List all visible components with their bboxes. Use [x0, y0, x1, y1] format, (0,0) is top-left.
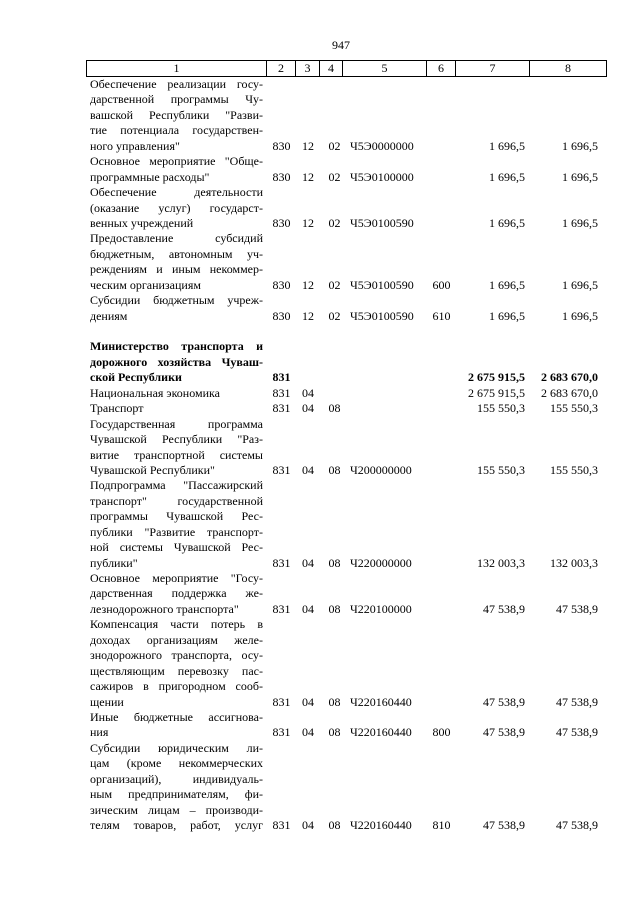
header-col-amount-1: 7	[456, 61, 530, 76]
subsection-cell: 08	[328, 401, 341, 416]
amount-2-cell: 155 550,3	[550, 462, 598, 477]
expense-type-cell	[427, 139, 456, 154]
item-name-cell	[86, 401, 267, 416]
item-name-line: вашской Республики "Разви-	[90, 107, 263, 122]
header-col-section: 3	[296, 61, 320, 76]
expense-type-cell: 810	[432, 818, 451, 832]
target-article-cell: Ч5Э0000000	[350, 138, 414, 153]
amount-2-cell: 2 683 670,0	[541, 385, 598, 400]
amount-1-cell: 1 696,5	[489, 138, 525, 153]
item-name-line: Чувашской Республики"	[90, 462, 215, 477]
header-col-subsection: 4	[320, 61, 343, 76]
subsection-cell: 02	[328, 215, 341, 230]
item-name-line: программные расходы"	[90, 169, 210, 184]
section-cell	[296, 370, 320, 385]
subsection-cell: 08	[328, 462, 341, 477]
item-name-line: сажиров в пригородном сооб-	[90, 679, 263, 694]
item-name-line: дарственной программы Чу-	[90, 92, 263, 107]
amount-2-cell: 155 550,3	[550, 401, 598, 416]
subsection-cell	[320, 370, 343, 385]
item-name-line: реждениям и иным некоммер-	[90, 262, 263, 277]
ministry-code-cell: 831	[272, 370, 291, 385]
item-name-cell	[86, 571, 267, 617]
amount-1-cell: 2 675 915,5	[468, 385, 525, 400]
section-cell: 04	[302, 401, 314, 416]
item-name-cell	[86, 185, 267, 231]
target-article-cell	[343, 370, 427, 385]
item-name-line: лезнодорожного транспорта"	[90, 601, 239, 616]
expense-type-cell	[427, 463, 456, 478]
item-name-line: Предоставление субсидий	[90, 231, 263, 246]
item-name-line: ния	[90, 725, 109, 740]
budget-table	[86, 60, 607, 833]
section-cell: 12	[302, 277, 314, 292]
table-row	[86, 154, 607, 185]
expense-type-cell	[427, 386, 456, 401]
amount-1-cell: 47 538,9	[483, 725, 525, 740]
target-article-cell	[343, 401, 427, 416]
item-name-line: Государственная программа	[90, 416, 263, 431]
item-name-line: Министерство транспорта и	[90, 339, 263, 354]
item-name-line: (оказание услуг) государст-	[90, 200, 263, 215]
expense-type-cell: 610	[432, 308, 451, 323]
item-name-cell	[86, 710, 267, 741]
item-name-line: знодорожного транспорта, осу-	[90, 648, 263, 663]
page-number: 947	[332, 38, 350, 52]
table-row	[86, 617, 607, 710]
amount-1-cell: 47 538,9	[483, 601, 525, 616]
item-name-line: Компенсация части потерь в	[90, 617, 263, 632]
item-name-cell	[86, 77, 267, 154]
item-name-line: Субсидии бюджетным учреж-	[90, 293, 263, 308]
item-name-cell	[86, 617, 267, 710]
ministry-code-cell: 831	[272, 694, 291, 709]
ministry-code-cell: 831	[272, 555, 291, 570]
subsection-cell: 08	[328, 601, 341, 616]
section-cell: 04	[302, 694, 314, 709]
table-row	[86, 293, 607, 324]
section-cell: 04	[302, 385, 314, 400]
item-name-line: транспорт" государственной	[90, 493, 263, 508]
item-name-line: ного управления"	[90, 138, 180, 153]
ministry-code-cell: 831	[272, 462, 291, 477]
amount-2-cell: 1 696,5	[562, 308, 598, 323]
expense-type-cell	[427, 216, 456, 231]
section-cell: 04	[302, 818, 314, 832]
amount-1-cell: 2 675 915,5	[468, 370, 525, 385]
item-name-line: Обеспечение реализации госу-	[90, 77, 263, 91]
amount-2-cell: 47 538,9	[556, 818, 598, 832]
target-article-cell: Ч220160440	[350, 818, 412, 832]
target-article-cell: Ч5Э0100590	[350, 215, 414, 230]
target-article-cell: Ч5Э0100590	[350, 308, 414, 323]
subsection-cell	[320, 386, 343, 401]
item-name-line: Транспорт	[90, 401, 144, 416]
item-name-line: витие транспортной системы	[90, 447, 263, 462]
item-name-cell	[86, 386, 267, 401]
target-article-cell	[343, 386, 427, 401]
item-name-line: публики "Развитие транспорт-	[90, 524, 263, 539]
amount-2-cell: 1 696,5	[562, 169, 598, 184]
header-col-target-article: 5	[343, 61, 427, 76]
section-cell: 04	[302, 601, 314, 616]
amount-2-cell: 1 696,5	[562, 138, 598, 153]
subsection-cell: 08	[328, 725, 341, 740]
subsection-cell: 02	[328, 138, 341, 153]
amount-1-cell: 47 538,9	[483, 694, 525, 709]
target-article-cell: Ч220160440	[350, 725, 412, 740]
target-article-cell: Ч5Э0100000	[350, 169, 414, 184]
item-name-line: Иные бюджетные ассигнова-	[90, 709, 263, 724]
ministry-code-cell: 830	[272, 138, 291, 153]
section-cell: 12	[302, 308, 314, 323]
expense-type-cell	[427, 370, 456, 385]
section-cell: 12	[302, 169, 314, 184]
amount-2-cell: 1 696,5	[562, 215, 598, 230]
item-name-line: публики"	[90, 555, 138, 570]
table-row	[86, 77, 607, 154]
expense-type-cell: 600	[432, 277, 451, 292]
expense-type-cell	[427, 401, 456, 416]
item-name-line: программы Чувашской Рес-	[90, 509, 263, 524]
item-name-line: Национальная экономика	[90, 385, 220, 400]
item-name-line: Обеспечение деятельности	[90, 185, 263, 200]
target-article-cell: Ч220100000	[350, 601, 412, 616]
section-cell: 04	[302, 555, 314, 570]
item-name-line: дарственная поддержка же-	[90, 586, 263, 601]
subsection-cell: 08	[328, 694, 341, 709]
header-col-ministry-code: 2	[267, 61, 296, 76]
target-article-cell: Ч220160440	[350, 694, 412, 709]
section-cell: 12	[302, 138, 314, 153]
item-name-line: бюджетным, автономным уч-	[90, 246, 263, 261]
item-name-cell	[86, 231, 267, 293]
item-name-line: ческим организациям	[90, 277, 201, 292]
item-name-line: Основное мероприятие "Госу-	[90, 571, 263, 585]
table-row	[86, 417, 607, 479]
section-cell: 12	[302, 215, 314, 230]
item-name-cell	[86, 293, 267, 324]
amount-1-cell: 1 696,5	[489, 169, 525, 184]
amount-2-cell: 2 683 670,0	[541, 370, 598, 385]
item-name-line: организаций), индивидуаль-	[90, 771, 263, 786]
item-name-line: Субсидии юридическим ли-	[90, 740, 263, 755]
target-article-cell: Ч220000000	[350, 555, 412, 570]
table-row	[86, 710, 607, 741]
item-name-cell	[86, 154, 267, 185]
amount-2-cell: 1 696,5	[562, 277, 598, 292]
table-row	[86, 571, 607, 617]
item-name-line: щении	[90, 694, 124, 709]
item-name-line: дениям	[90, 308, 128, 323]
ministry-code-cell: 830	[272, 215, 291, 230]
table-row	[86, 386, 607, 401]
expense-type-cell	[427, 170, 456, 185]
amount-1-cell: 1 696,5	[489, 308, 525, 323]
ministry-code-cell: 830	[272, 277, 291, 292]
ministry-code-cell: 831	[272, 401, 291, 416]
expense-type-cell	[427, 602, 456, 617]
expense-type-cell: 800	[432, 725, 451, 740]
amount-2-cell: 47 538,9	[556, 725, 598, 740]
table-body	[86, 77, 607, 833]
item-name-line: дорожного хозяйства Чуваш-	[90, 354, 263, 369]
item-name-line: Чувашской Республики "Раз-	[90, 432, 263, 447]
item-name-line: ным предпринимателям, фи-	[90, 787, 263, 802]
item-name-line: ществляющим перевозку пас-	[90, 663, 263, 678]
item-name-line: зическим лицам – производи-	[90, 802, 263, 817]
item-name-line: ной системы Чувашской Рес-	[90, 540, 263, 555]
item-name-cell	[86, 741, 267, 834]
table-row	[86, 185, 607, 231]
section-cell: 04	[302, 725, 314, 740]
item-name-line: ской Республики	[90, 370, 182, 385]
amount-2-cell: 47 538,9	[556, 694, 598, 709]
item-name-line: Основное мероприятие "Обще-	[90, 154, 263, 169]
ministry-code-cell: 830	[272, 169, 291, 184]
target-article-cell: Ч200000000	[350, 462, 412, 477]
item-name-line: тие потенциала государствен-	[90, 123, 263, 138]
item-name-line: телям товаров, работ, услуг	[90, 818, 263, 832]
table-row	[86, 478, 607, 571]
item-name-line: цам (кроме некоммерческих	[90, 756, 263, 771]
item-name-line: доходах организациям желе-	[90, 632, 263, 647]
amount-1-cell: 1 696,5	[489, 277, 525, 292]
table-row	[86, 741, 607, 834]
ministry-code-cell: 831	[272, 818, 291, 832]
item-name-line: Подпрограмма "Пассажирский	[90, 478, 263, 493]
ministry-code-cell: 831	[272, 725, 291, 740]
subsection-cell: 08	[328, 818, 341, 832]
ministry-code-cell: 831	[272, 601, 291, 616]
amount-2-cell: 132 003,3	[550, 555, 598, 570]
amount-1-cell: 1 696,5	[489, 215, 525, 230]
amount-1-cell: 155 550,3	[477, 401, 525, 416]
amount-1-cell: 132 003,3	[477, 555, 525, 570]
table-row	[86, 231, 607, 293]
amount-1-cell: 155 550,3	[477, 462, 525, 477]
subsection-cell: 08	[328, 555, 341, 570]
header-col-expense-type: 6	[427, 61, 456, 76]
item-name-line: венных учреждений	[90, 215, 194, 230]
item-name-cell	[86, 417, 267, 479]
table-row	[86, 339, 607, 385]
subsection-cell: 02	[328, 169, 341, 184]
table-row	[86, 401, 607, 416]
ministry-code-cell: 831	[272, 385, 291, 400]
ministry-code-cell: 830	[272, 308, 291, 323]
amount-1-cell: 47 538,9	[483, 818, 525, 832]
amount-2-cell: 47 538,9	[556, 601, 598, 616]
item-name-cell	[86, 478, 267, 571]
table-header-row	[86, 60, 607, 77]
target-article-cell: Ч5Э0100590	[350, 277, 414, 292]
expense-type-cell	[427, 556, 456, 571]
item-name-cell	[86, 339, 267, 385]
header-col-name: 1	[86, 61, 267, 76]
expense-type-cell	[427, 695, 456, 710]
header-col-amount-2: 8	[530, 61, 607, 76]
section-cell: 04	[302, 462, 314, 477]
subsection-cell: 02	[328, 308, 341, 323]
subsection-cell: 02	[328, 277, 341, 292]
